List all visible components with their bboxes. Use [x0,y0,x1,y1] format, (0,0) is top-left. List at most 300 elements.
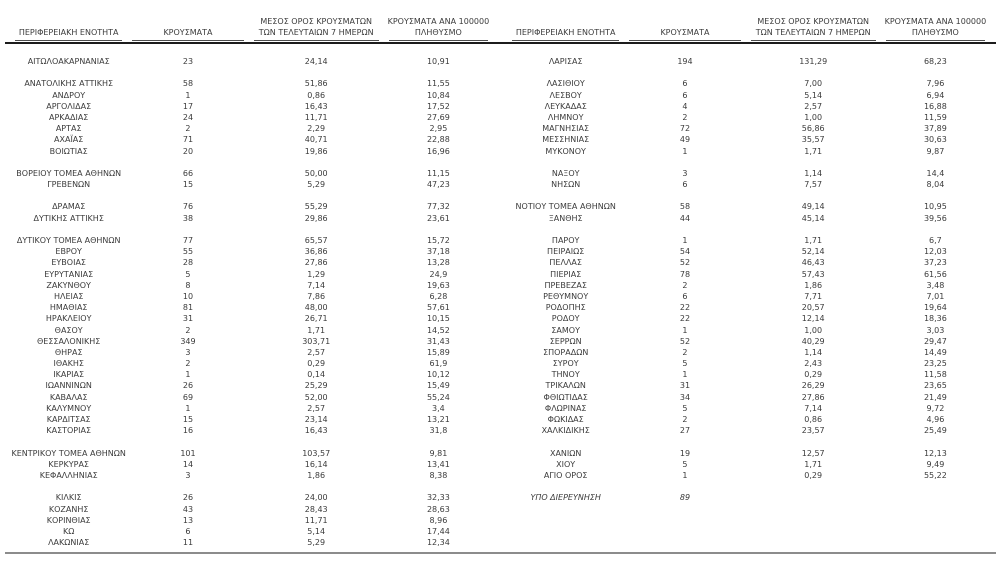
cases-cell: 31 [679,381,691,391]
per100k-cell: 6,28 [429,291,448,301]
table-row [10,526,493,537]
per100k-cell: 61,56 [923,269,947,279]
avg7-cell: 7,86 [307,291,326,301]
per100k-cell: 17,52 [426,101,450,111]
region-name-cell: ΑΓΙΟ ΟΡΟΣ [543,470,588,480]
col-header-per100k-line1: ΚΡΟΥΣΜΑΤΑ ΑΝΑ 100000 [884,17,987,26]
per100k-cell: 68,23 [923,57,947,66]
per100k-cell: 11,59 [923,112,947,122]
table-row [507,90,990,101]
bottom-rule [5,552,996,554]
cases-cell: 10 [182,291,194,301]
cases-cell: 22 [679,314,691,324]
region-name-cell: ΕΥΡΥΤΑΝΙΑΣ [44,269,94,279]
cases-cell: 2 [682,347,688,357]
region-name-cell: ΧΑΝΙΩΝ [549,448,582,458]
table-row [507,336,990,347]
cases-cell: 16 [182,426,194,436]
avg7-cell: 23,14 [304,415,328,424]
table-row [507,246,990,257]
region-name-cell: ΥΠΟ ΔΙΕΡΕΥΝΗΣΗ [530,493,601,503]
cases-cell: 3 [682,168,688,178]
per100k-cell: 39,56 [923,213,947,223]
table-row [507,201,990,212]
avg7-cell: 2,57 [307,347,326,357]
per100k-cell: 3,4 [432,403,445,413]
per100k-cell: 12,13 [923,448,947,458]
table-row [507,269,990,280]
per100k-cell: 47,23 [426,180,450,190]
table-row [507,179,990,190]
region-name-cell: ΚΑΡΔΙΤΣΑΣ [46,415,91,424]
region-name-cell: ΘΗΡΑΣ [54,347,83,357]
cases-cell: 81 [182,303,194,313]
avg7-cell: 2,43 [804,359,823,369]
cases-cell: 1 [682,470,688,480]
avg7-cell: 0,14 [307,370,326,380]
table-row [507,123,990,134]
table-row [10,246,493,257]
table-row [10,123,493,134]
region-name-cell: ΓΡΕΒΕΝΩΝ [47,180,91,190]
avg7-cell: 7,14 [804,403,823,413]
cases-cell: 26 [182,381,194,391]
region-name-cell: ΑΡΓΟΛΙΔΑΣ [46,101,92,111]
cases-cell: 34 [679,392,691,402]
table-row [507,313,990,324]
avg7-cell: 1,14 [804,347,823,357]
table-row [10,504,493,515]
region-name-cell: ΖΑΚΥΝΘΟΥ [46,280,91,290]
table-row [10,257,493,268]
region-name-cell: ΑΝΔΡΟΥ [52,90,86,100]
table-row [10,313,493,324]
per100k-cell: 27,69 [426,112,450,122]
avg7-cell: 23,57 [801,426,825,436]
region-name-cell: ΤΗΝΟΥ [551,370,580,380]
cases-cell: 2 [185,359,191,369]
per100k-cell: 37,18 [426,247,450,257]
avg7-cell: 27,86 [801,392,825,402]
region-name-cell: ΒΟΙΩΤΙΑΣ [49,146,88,156]
avg7-cell: 65,57 [304,236,328,245]
cases-cell: 5 [682,403,688,413]
table-row [507,425,990,436]
per100k-cell: 11,15 [426,168,450,178]
avg7-cell: 24,14 [304,57,328,66]
table-header-band [10,12,1000,41]
per100k-cell: 23,65 [923,381,947,391]
region-name-cell: ΔΥΤΙΚΗΣ ΑΤΤΙΚΗΣ [33,213,104,223]
avg7-cell: 0,86 [307,90,326,100]
table-row [10,347,493,358]
left-table-body [10,56,493,548]
left-table-header [10,12,493,41]
cases-cell: 72 [679,124,691,134]
col-header-cases [132,12,243,41]
region-name-cell: ΡΕΘΥΜΝΟΥ [543,291,589,301]
avg7-cell: 1,00 [804,325,823,335]
region-name-cell: ΠΕΙΡΑΙΩΣ [547,247,585,257]
per100k-cell: 55,24 [426,392,450,402]
cases-cell: 58 [679,202,691,212]
per100k-cell: 28,63 [426,504,450,514]
table-row [10,157,493,168]
region-name-cell: ΛΕΥΚΑΔΑΣ [544,101,587,111]
region-name-cell: ΣΥΡΟΥ [552,359,579,369]
region-name-cell: ΚΕΝΤΡΙΚΟΥ ΤΟΜΕΑ ΑΘΗΝΩΝ [11,448,126,458]
col-header-per100k [886,12,985,41]
col-header-per100k-line2: ΠΛΗΘΥΣΜΟ [414,27,462,37]
cases-cell: 6 [682,180,688,190]
region-name-cell: ΛΗΜΝΟΥ [547,112,584,122]
cases-cell: 1 [185,370,191,380]
per100k-cell: 37,23 [923,258,947,268]
avg7-cell: 12,14 [801,314,825,324]
region-name-cell: ΑΡΚΑΔΙΑΣ [48,112,89,122]
per100k-cell: 23,61 [426,213,450,223]
cases-cell: 1 [682,146,688,156]
per100k-cell: 3,48 [926,280,945,290]
region-name-cell: ΛΕΣΒΟΥ [549,90,582,100]
table-row [10,235,493,246]
avg7-cell: 5,29 [307,538,326,548]
per100k-cell: 31,43 [426,336,450,346]
avg7-cell: 19,86 [304,146,328,156]
per100k-cell: 8,04 [926,180,945,190]
region-name-cell: ΚΑΒΑΛΑΣ [49,392,88,402]
avg7-cell: 20,57 [801,303,825,313]
cases-cell: 43 [182,504,194,514]
cases-cell: 78 [679,269,691,279]
region-name-cell: ΠΕΛΛΑΣ [549,258,582,268]
table-row [507,257,990,268]
region-name-cell: ΚΟΡΙΝΘΙΑΣ [46,515,91,525]
avg7-cell: 35,57 [801,135,825,145]
avg7-cell: 51,86 [304,79,328,89]
cases-cell: 52 [679,258,691,268]
table-row [507,67,990,78]
per100k-cell: 10,15 [426,314,450,324]
avg7-cell: 57,43 [801,269,825,279]
per100k-cell: 11,58 [923,370,947,380]
region-name-cell: ΗΛΕΙΑΣ [53,291,84,301]
region-name-cell: ΙΘΑΚΗΣ [53,359,84,369]
table-row [507,224,990,235]
right-table-body [507,56,990,548]
per100k-cell: 22,88 [426,135,450,145]
region-name-cell: ΚΑΣΤΟΡΙΑΣ [46,426,92,436]
avg7-cell: 16,43 [304,101,328,111]
table-row [507,280,990,291]
avg7-cell: 1,86 [307,470,326,480]
cases-cell: 14 [182,459,194,469]
avg7-cell: 1,71 [804,236,823,245]
per100k-cell: 55,22 [923,470,947,480]
cases-cell: 3 [185,470,191,480]
table-row [10,78,493,89]
region-name-cell: ΧΑΛΚΙΔΙΚΗΣ [541,426,590,436]
per100k-cell: 37,89 [923,124,947,134]
avg7-cell: 131,29 [799,57,828,66]
table-row [10,459,493,470]
col-header-cases-label: ΚΡΟΥΣΜΑΤΑ [163,27,213,37]
region-name-cell: ΛΑΡΙΣΑΣ [548,57,583,66]
header-rule [5,42,996,44]
avg7-cell: 5,14 [804,90,823,100]
per100k-cell: 2,95 [429,124,448,134]
table-row [507,459,990,470]
avg7-cell: 28,43 [304,504,328,514]
cases-cell: 1 [682,236,688,245]
per100k-cell: 11,55 [426,79,450,89]
region-name-cell: ΒΟΡΕΙΟΥ ΤΟΜΕΑ ΑΘΗΝΩΝ [16,168,122,178]
cases-cell: 6 [682,90,688,100]
region-name-cell: ΚΩ [63,526,75,536]
cases-cell: 1 [185,90,191,100]
cases-cell: 77 [182,236,194,245]
per100k-cell: 12,34 [426,538,450,548]
cases-cell: 15 [182,180,194,190]
cases-cell: 69 [182,392,194,402]
per100k-cell: 8,38 [429,470,448,480]
table-row [507,157,990,168]
region-name-cell: ΧΙΟΥ [556,459,576,469]
cases-cell: 2 [682,112,688,122]
region-name-cell: ΝΗΣΩΝ [551,180,581,190]
region-name-cell: ΘΑΣΟΥ [54,325,83,335]
right-table-header [507,12,990,41]
table-row [507,146,990,157]
table-row [10,515,493,526]
col-header-cases [629,12,740,41]
avg7-cell: 103,57 [302,448,331,458]
region-name-cell: ΙΚΑΡΙΑΣ [53,370,85,380]
per100k-cell: 7,01 [926,291,945,301]
col-header-per100k-line1: ΚΡΟΥΣΜΑΤΑ ΑΝΑ 100000 [387,17,490,26]
cases-cell: 76 [182,202,194,212]
avg7-cell: 29,86 [304,213,328,223]
per100k-cell: 6,94 [926,90,945,100]
per100k-cell: 30,63 [923,135,947,145]
cases-cell: 20 [182,146,194,156]
per100k-cell: 14,49 [923,347,947,357]
avg7-cell: 36,86 [304,247,328,257]
region-name-cell: ΕΥΒΟΙΑΣ [51,258,86,268]
table-row [10,436,493,447]
avg7-cell: 1,71 [804,459,823,469]
table-row [507,56,990,67]
cases-cell: 5 [682,359,688,369]
cases-cell: 11 [182,538,194,548]
table-row [10,403,493,414]
per100k-cell: 7,96 [926,79,945,89]
region-name-cell: ΕΒΡΟΥ [55,247,82,257]
per100k-cell: 9,87 [926,146,945,156]
avg7-cell: 11,71 [304,112,328,122]
cases-cell: 3 [185,347,191,357]
col-header-region [15,12,122,41]
per100k-cell: 16,88 [923,101,947,111]
table-row [507,291,990,302]
table-row [10,213,493,224]
cases-cell: 55 [182,247,194,257]
per100k-cell: 23,25 [923,359,947,369]
table-row [10,101,493,112]
cases-cell: 66 [182,168,194,178]
table-row [507,302,990,313]
avg7-cell: 24,00 [304,493,328,503]
table-row [507,414,990,425]
cases-cell: 27 [679,426,691,436]
cases-cell: 22 [679,303,691,313]
per100k-cell: 10,95 [923,202,947,212]
avg7-cell [746,492,881,503]
table-row [10,325,493,336]
cases-cell: 19 [679,448,691,458]
table-row [507,358,990,369]
col-header-per100k [389,12,488,41]
cases-cell: 194 [677,57,693,66]
table-row [10,112,493,123]
avg7-cell: 12,57 [801,448,825,458]
avg7-cell: 1,86 [804,280,823,290]
region-name-cell: ΚΕΦΑΛΛΗΝΙΑΣ [39,470,98,480]
per100k-cell: 13,28 [426,258,450,268]
per100k-cell: 57,61 [426,303,450,313]
table-row [507,380,990,391]
table-body-band [10,56,1000,548]
per100k-cell: 10,84 [426,90,450,100]
region-name-cell: ΣΑΜΟΥ [551,325,580,335]
table-row [10,358,493,369]
per100k-cell: 9,81 [429,448,448,458]
cases-cell: 2 [682,280,688,290]
table-row [10,168,493,179]
region-name-cell: ΝΑΞΟΥ [551,168,580,178]
per100k-cell: 10,12 [426,370,450,380]
table-row [10,302,493,313]
region-name-cell: ΚΟΖΑΝΗΣ [48,504,89,514]
avg7-cell: 7,14 [307,280,326,290]
table-row [10,190,493,201]
avg7-cell: 0,86 [804,415,823,424]
avg7-cell: 0,29 [307,359,326,369]
per100k-cell: 15,89 [426,347,450,357]
avg7-cell: 40,71 [304,135,328,145]
col-header-region [512,12,619,41]
region-name-cell: ΦΘΙΩΤΙΔΑΣ [543,392,588,402]
per100k-cell [881,492,990,503]
cases-cell: 31 [182,314,194,324]
per100k-cell: 19,64 [923,303,947,313]
table-row [10,470,493,481]
cases-cell: 38 [182,213,194,223]
table-row [10,537,493,548]
table-row [10,90,493,101]
region-name-cell: ΚΕΡΚΥΡΑΣ [48,459,89,469]
table-row [507,101,990,112]
cases-cell: 101 [180,448,196,458]
region-name-cell: ΦΩΚΙΔΑΣ [547,415,584,424]
avg7-cell: 0,29 [804,470,823,480]
avg7-cell: 26,71 [304,314,328,324]
cases-cell: 1 [682,370,688,380]
avg7-cell: 0,29 [804,370,823,380]
table-row [10,224,493,235]
per100k-cell: 24,9 [429,269,448,279]
avg7-cell: 50,00 [304,168,328,178]
per100k-cell: 6,7 [929,236,942,245]
avg7-cell: 45,14 [801,213,825,223]
table-row [507,392,990,403]
cases-cell: 6 [682,79,688,89]
avg7-cell: 2,29 [307,124,326,134]
table-row [507,481,990,492]
table-row [10,336,493,347]
region-name-cell: ΣΕΡΡΩΝ [549,336,582,346]
per100k-cell: 13,21 [426,415,450,424]
cases-cell: 8 [185,280,191,290]
avg7-cell: 7,71 [804,291,823,301]
table-row [10,369,493,380]
avg7-cell: 1,00 [804,112,823,122]
avg7-cell: 5,29 [307,180,326,190]
per100k-cell: 9,72 [926,403,945,413]
per100k-cell: 12,03 [923,247,947,257]
avg7-cell: 26,29 [801,381,825,391]
table-row [10,425,493,436]
table-row [10,448,493,459]
region-name-cell: ΛΑΣΙΘΙΟΥ [546,79,585,89]
table-row [507,325,990,336]
per100k-cell: 29,47 [923,336,947,346]
per100k-cell: 15,72 [426,236,450,245]
region-name-cell: ΗΜΑΘΙΑΣ [49,303,88,313]
cases-cell: 23 [182,57,194,66]
avg7-cell: 7,57 [804,180,823,190]
cases-cell: 2 [185,325,191,335]
region-name-cell: ΤΡΙΚΑΛΩΝ [545,381,586,391]
table-row [10,67,493,78]
avg7-cell: 2,57 [804,101,823,111]
table-row [10,481,493,492]
avg7-cell: 1,29 [307,269,326,279]
cases-cell: 17 [182,101,194,111]
per100k-cell: 31,8 [429,426,448,436]
region-name-cell: ΚΙΛΚΙΣ [55,493,82,503]
per100k-cell: 4,96 [926,415,945,424]
cases-cell: 28 [182,258,194,268]
cases-cell: 1 [185,403,191,413]
table-row [507,369,990,380]
region-name-cell: ΘΕΣΣΑΛΟΝΙΚΗΣ [36,336,101,346]
table-row [10,291,493,302]
col-header-avg7 [254,12,379,41]
cases-cell: 4 [682,101,688,111]
per100k-cell: 8,96 [429,515,448,525]
cases-cell: 89 [679,493,691,503]
col-header-avg7-line2: ΤΩΝ ΤΕΛΕΥΤΑΙΩΝ 7 ΗΜΕΡΩΝ [258,27,374,37]
per100k-cell: 17,44 [426,526,450,536]
per100k-cell: 25,49 [923,426,947,436]
cases-cell: 71 [182,135,194,145]
table-row [507,235,990,246]
cases-cell: 349 [180,336,196,346]
col-header-avg7 [751,12,876,41]
col-header-avg7-line2: ΤΩΝ ΤΕΛΕΥΤΑΙΩΝ 7 ΗΜΕΡΩΝ [755,27,871,37]
per100k-cell: 10,91 [426,57,450,66]
